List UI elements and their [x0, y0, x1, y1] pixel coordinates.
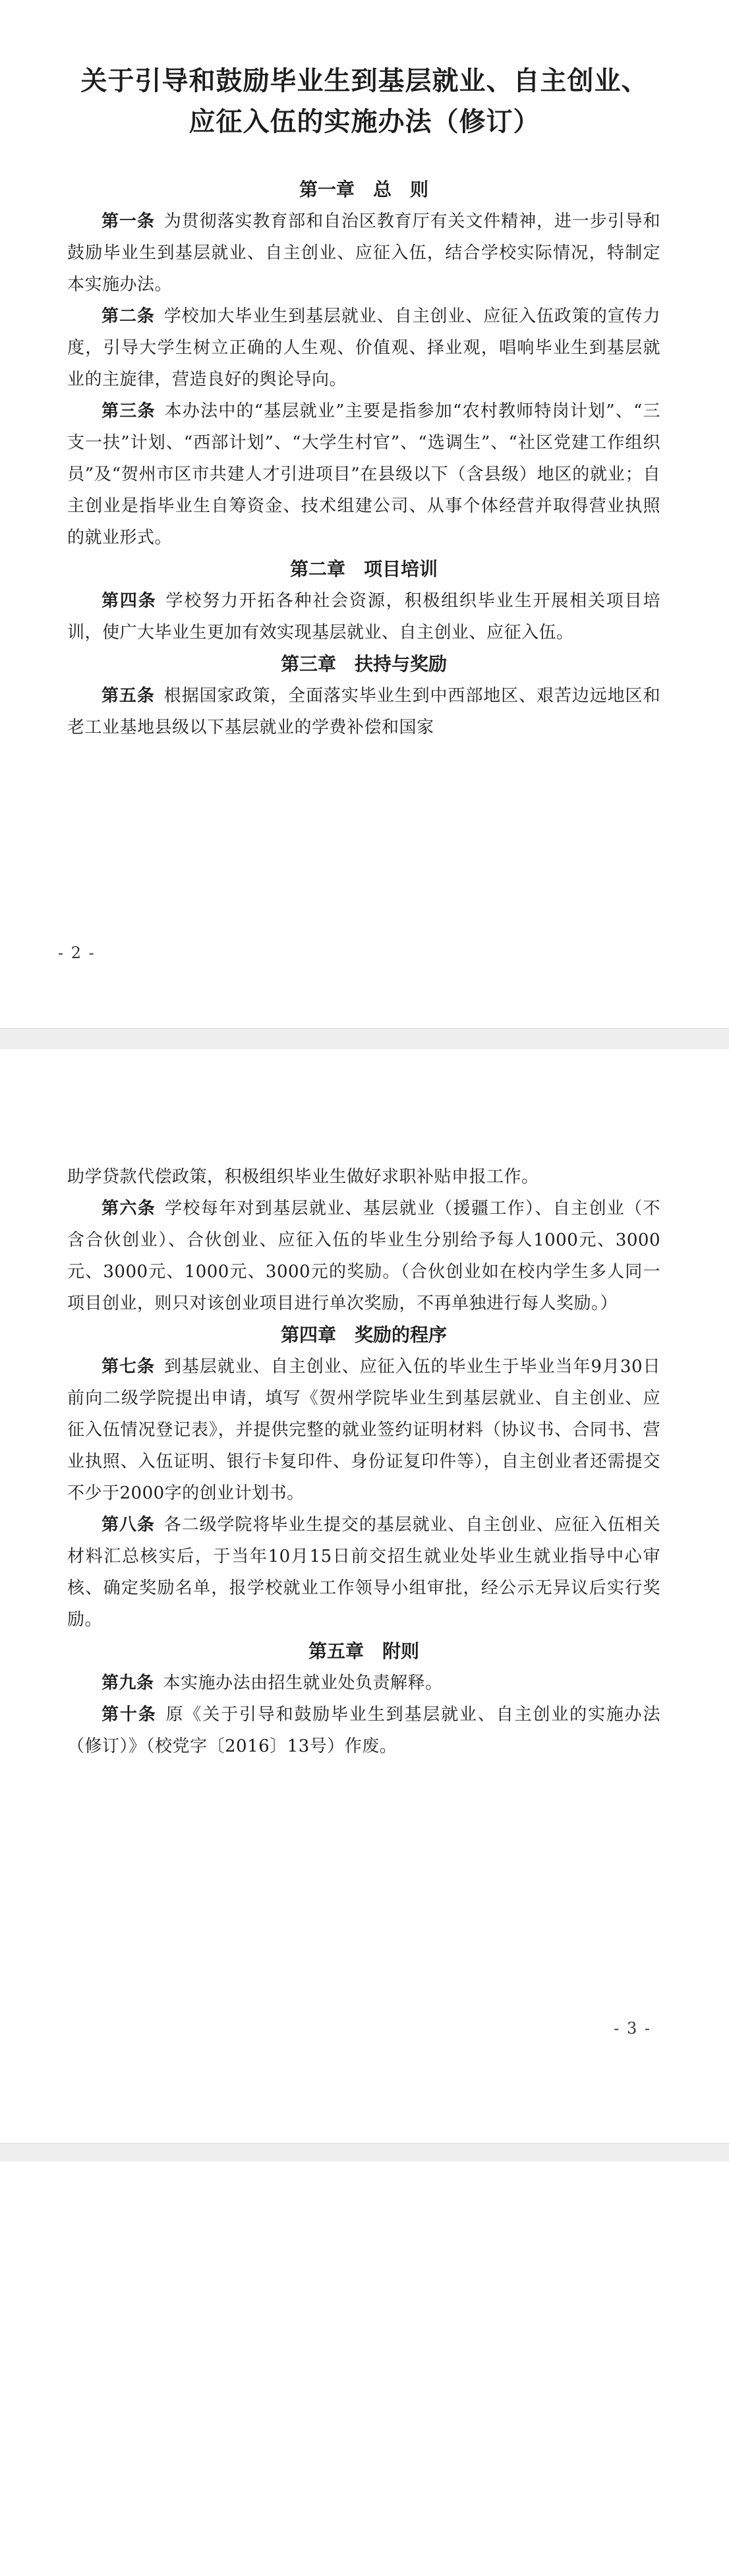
article-4-text: 学校努力开拓各种社会资源，积极组织毕业生开展相关项目培训，使广大毕业生更加有效实现基层就业、自主创业、应征入伍。 — [67, 591, 660, 643]
article-7-text: 到基层就业、自主创业、应征入伍的毕业生于毕业当年9月30日前向二级学院提出申请，填写《贺州学院毕业生到基层就业、自主创业、应征入伍情况登记表》，并提供完整的就业签约证明材料（协议书、合同书、营业执照、入伍证明、银行卡复印件、身份证复印件等），自主创业者还需提交不少于2000字的创业计划书。 — [67, 1357, 660, 1503]
article-6-number: 第六条 — [102, 1199, 156, 1218]
chapter-2-heading: 第二章 项目培训 — [289, 558, 438, 580]
article-8-number: 第八条 — [102, 1515, 155, 1535]
article-1-number: 第一条 — [102, 212, 155, 231]
article-9-text: 本实施办法由招生就业处负责解释。 — [163, 1673, 443, 1693]
page-separator — [0, 1028, 729, 1050]
article-1-text: 为贯彻落实教育部和自治区教育厅有关文件精神，进一步引导和鼓励毕业生到基层就业、自主创业、应征入伍，结合学校实际情况，特制定本实施办法。 — [67, 212, 660, 295]
chapter-5-heading: 第五章 附则 — [308, 1640, 419, 1662]
article-9 — [67, 1667, 660, 1699]
document-page-2 — [0, 0, 729, 1028]
article-4 — [67, 585, 660, 648]
article-2 — [67, 301, 660, 395]
document-page-3 — [0, 1049, 729, 2143]
document-title-line-2: 应征入伍的实施办法（修订） — [189, 106, 540, 137]
article-5-continuation: 助学贷款代偿政策，积极组织毕业生做好求职补贴申报工作。 — [67, 1167, 539, 1187]
article-10-text: 原《关于引导和鼓励毕业生到基层就业、自主创业的实施办法（修订）》（校党字〔2016〕13号）作废。 — [67, 1705, 660, 1756]
article-7-number: 第七条 — [102, 1357, 155, 1377]
page-number-3: - 3 - — [614, 2019, 651, 2038]
article-2-text: 学校加大毕业生到基层就业、自主创业、应征入伍政策的宣传力度，引导大学生树立正确的人生观、价值观、择业观，唱响毕业生到基层就业的主旋律，营造良好的舆论导向。 — [67, 306, 660, 389]
document-page-4-blank — [0, 2161, 729, 2576]
article-5-number: 第五条 — [102, 686, 155, 706]
document-title-line-1: 关于引导和鼓励毕业生到基层就业、自主创业、 — [80, 65, 649, 96]
article-6 — [67, 1193, 660, 1319]
page-2-body — [67, 174, 660, 743]
chapter-4-heading: 第四章 奖励的程序 — [280, 1324, 447, 1346]
article-6-text: 学校每年对到基层就业、基层就业（援疆工作）、自主创业（不含合伙创业）、合伙创业、应征入伍的毕业生分别给予每人1000元、3000元、3000元、1000元、3000元的奖励。（合伙创业如在校内学生多人同一项目创业，则只对该创业项目进行单次奖励，不再单独进行每人奖励。） — [67, 1199, 660, 1313]
article-5 — [67, 680, 660, 743]
article-5-text: 根据国家政策，全面落实毕业生到中西部地区、艰苦边远地区和老工业基地县级以下基层就业的学费补偿和国家 — [67, 686, 660, 737]
article-9-number: 第九条 — [102, 1673, 154, 1693]
document-title — [53, 61, 676, 142]
article-8 — [67, 1509, 660, 1636]
article-4-number: 第四条 — [102, 591, 157, 611]
page-separator — [0, 2143, 729, 2163]
article-1 — [67, 206, 660, 301]
chapter-1-heading: 第一章 总 则 — [299, 179, 428, 200]
article-10-number: 第十条 — [102, 1705, 157, 1725]
page-3-body — [67, 1161, 660, 1762]
article-10 — [67, 1699, 660, 1762]
article-7 — [67, 1351, 660, 1509]
article-3-text: 本办法中的“基层就业”主要是指参加“农村教师特岗计划”、“三支一扶”计划、“西部计划”、“大学生村官”、“选调生”、“社区党建工作组织员”及“贺州市区市共建人才引进项目”在县级以下（含县级）地区的就业；自主创业是指毕业生自筹资金、技术组建公司、从事个体经营并取得营业执照的就业形式。 — [67, 401, 660, 548]
article-8-text: 各二级学院将毕业生提交的基层就业、自主创业、应征入伍相关材料汇总核实后，于当年10月15日前交招生就业处毕业生就业指导中心审核、确定奖励名单，报学校就业工作领导小组审批，经公示无异议后实行奖励。 — [67, 1515, 660, 1630]
article-3 — [67, 395, 660, 554]
chapter-3-heading: 第三章 扶持与奖励 — [280, 653, 447, 675]
page-number-2: - 2 - — [58, 944, 96, 962]
article-2-number: 第二条 — [102, 306, 155, 326]
article-3-number: 第三条 — [102, 401, 156, 421]
